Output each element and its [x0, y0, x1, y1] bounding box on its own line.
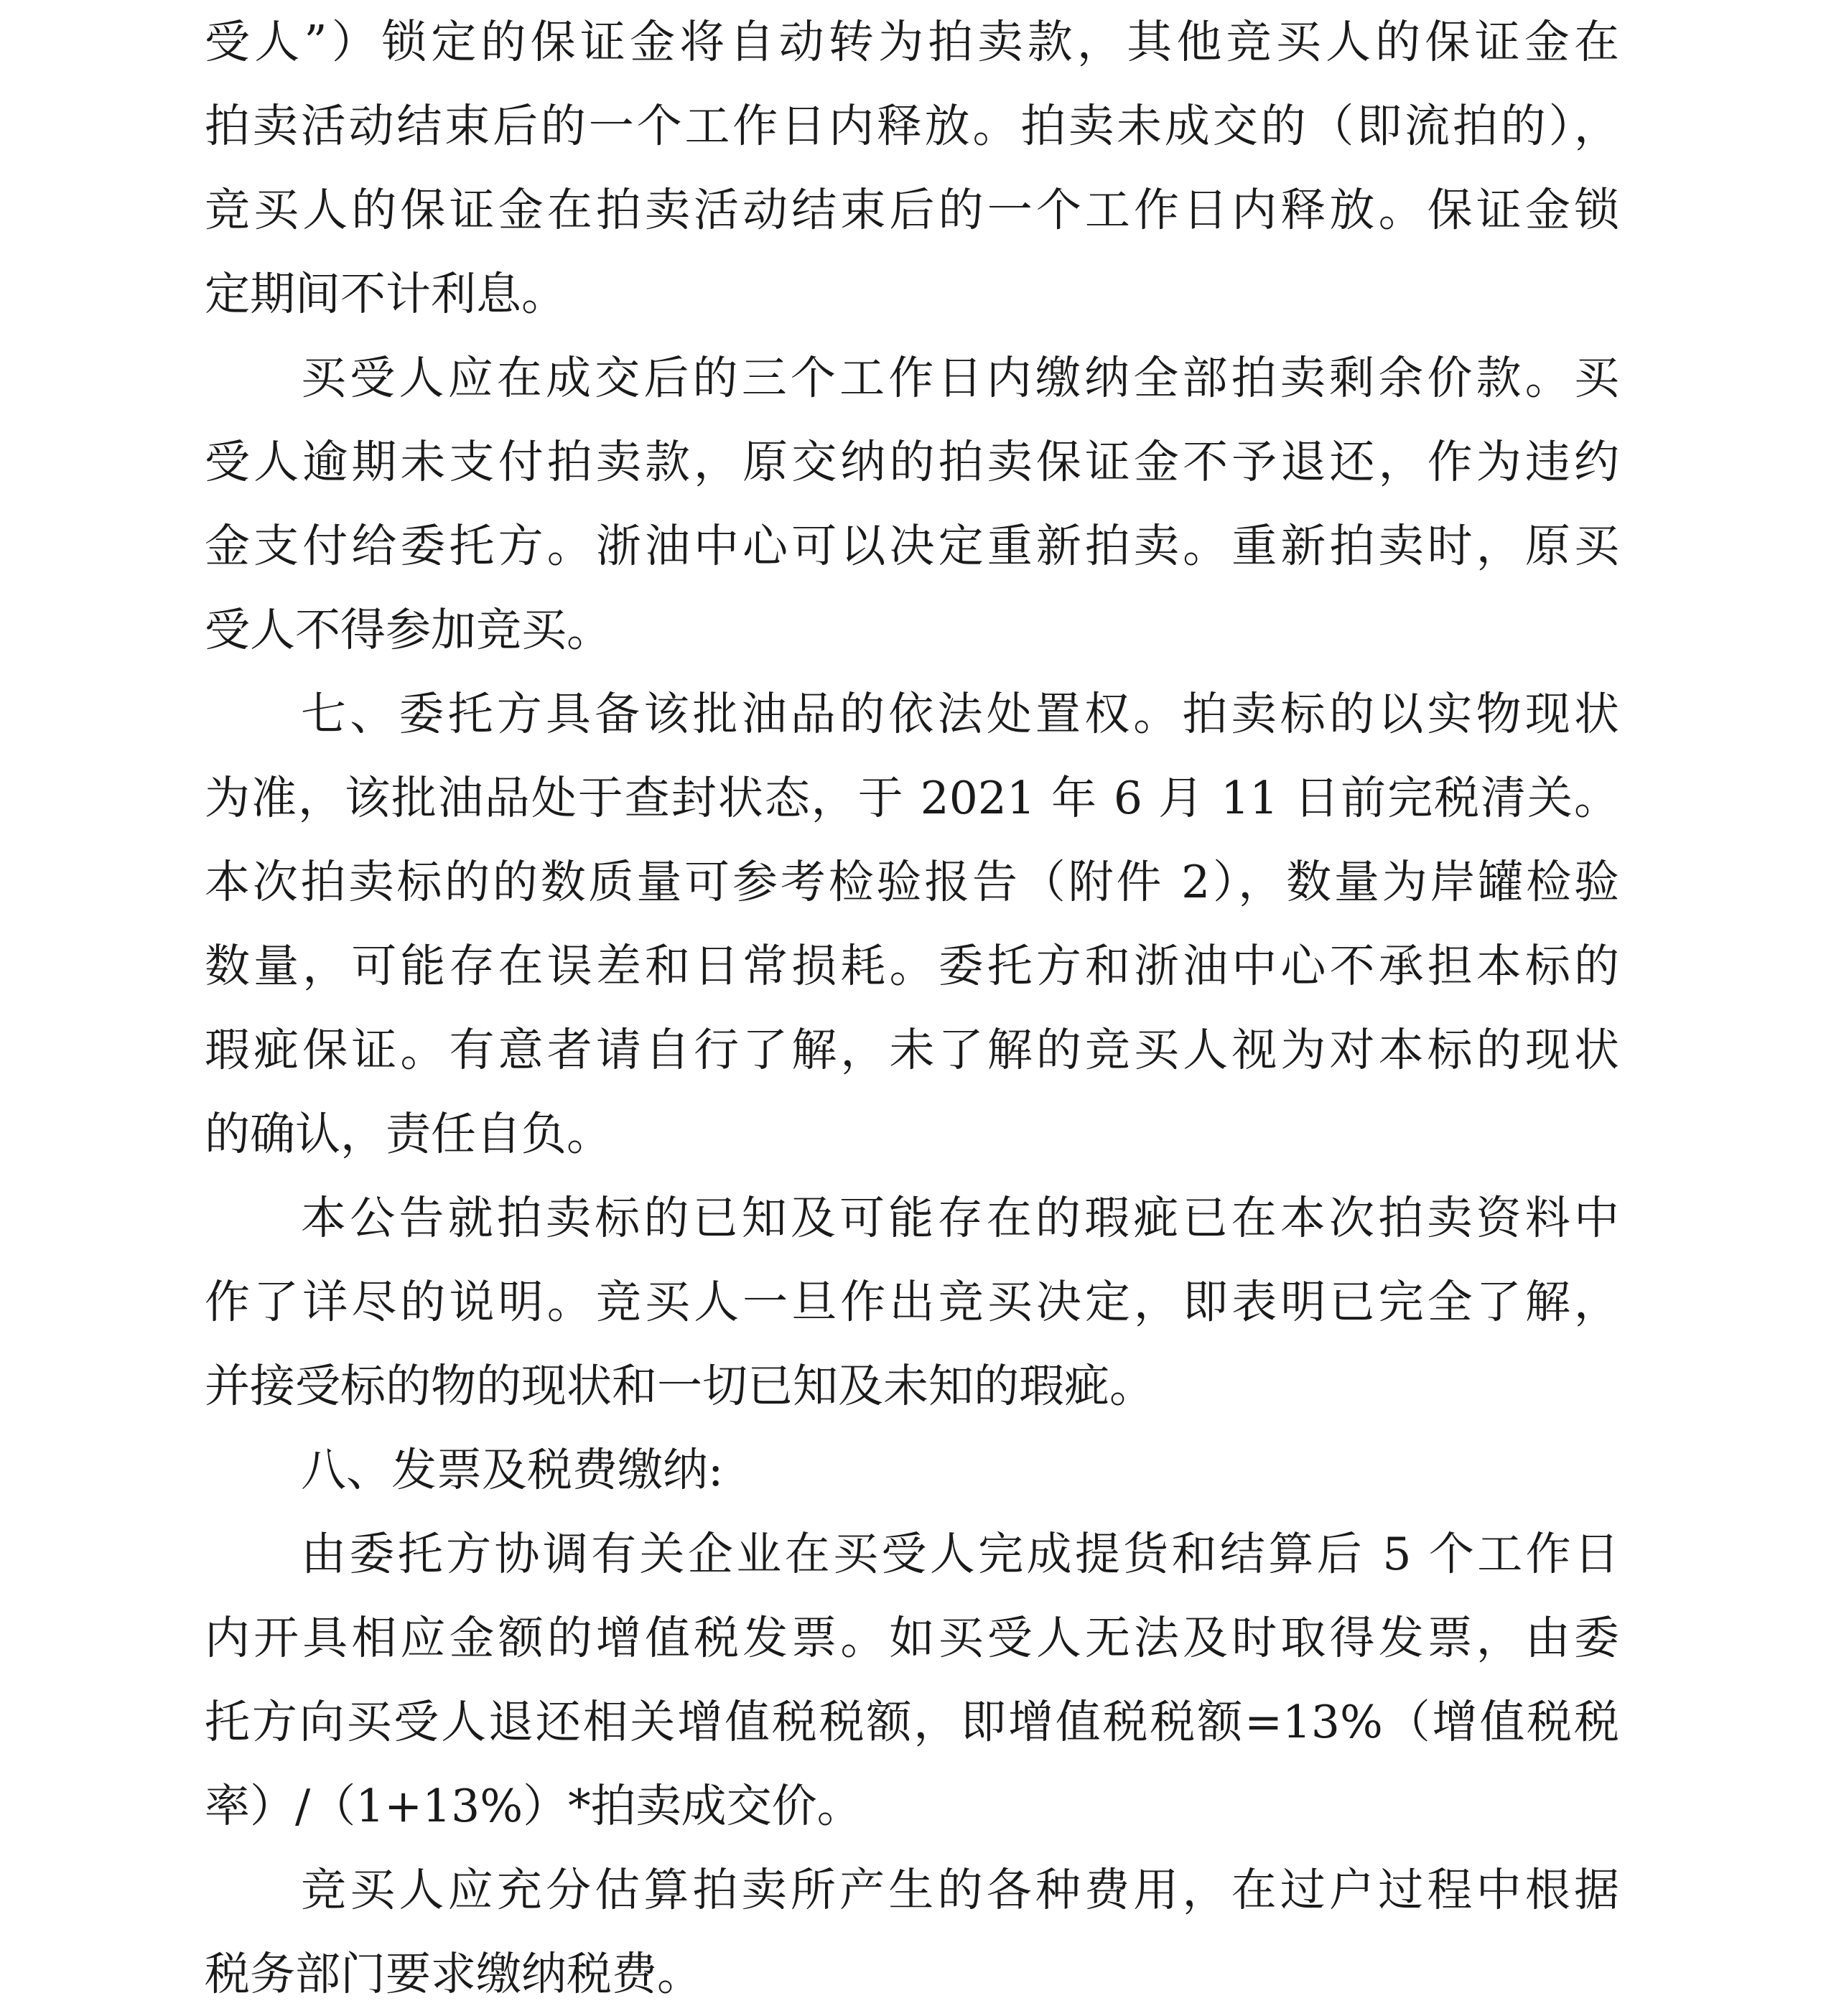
- paragraph-deposit-release: [205, 0, 1619, 336]
- section-eight-heading: [205, 1428, 1619, 1512]
- text-line: 竞买人的保证金在拍卖活动结束后的一个工作日内释放。保证金锁: [205, 184, 1619, 236]
- text-line: 本次拍卖标的的数质量可参考检验报告（附件 2），数量为岸罐检验: [205, 856, 1619, 908]
- text-line: 税务部门要求缴纳税费。: [205, 1948, 702, 2000]
- text-line: 并接受标的物的现状和一切已知及未知的瑕疵。: [205, 1360, 1155, 1412]
- text-line: 内开具相应金额的增值税发票。如买受人无法及时取得发票，由委: [205, 1612, 1619, 1664]
- text-line: 竞买人应充分估算拍卖所产生的各种费用，在过户过程中根据: [301, 1864, 1619, 1916]
- text-line: 本公告就拍卖标的已知及可能存在的瑕疵已在本次拍卖资料中: [301, 1192, 1619, 1244]
- text-line: 托方向买受人退还相关增值税税额，即增值税税额=13%（增值税税: [205, 1696, 1619, 1748]
- text-line: 受人不得参加竞买。: [205, 604, 612, 656]
- text-line: 数量，可能存在误差和日常损耗。委托方和浙油中心不承担本标的: [205, 940, 1619, 992]
- paragraph-defect-disclosure: [205, 1176, 1619, 1428]
- document-page: [205, 0, 1619, 2002]
- text-line: 的确认，责任自负。: [205, 1108, 612, 1160]
- text-line: 受人逾期未支付拍卖款，原交纳的拍卖保证金不予退还，作为违约: [205, 436, 1619, 488]
- text-line: 金支付给委托方。浙油中心可以决定重新拍卖。重新拍卖时，原买: [205, 520, 1619, 572]
- paragraph-buyer-payment: [205, 336, 1619, 672]
- text-line: 拍卖活动结束后的一个工作日内释放。拍卖未成交的（即流拍的），: [205, 100, 1619, 152]
- text-line: 定期间不计利息。: [205, 268, 567, 320]
- paragraph-tax-fees: [205, 1848, 1619, 2016]
- text-line: 为准，该批油品处于查封状态，于 2021 年 6 月 11 日前完税清关。: [205, 772, 1619, 824]
- section-heading-line: 八、发票及税费缴纳:: [301, 1444, 724, 1496]
- text-line: 买受人应在成交后的三个工作日内缴纳全部拍卖剩余价款。买: [301, 352, 1619, 404]
- text-line: 作了详尽的说明。竞买人一旦作出竞买决定，即表明已完全了解，: [205, 1276, 1619, 1328]
- text-line: 受人”）锁定的保证金将自动转为拍卖款，其他竞买人的保证金在: [205, 16, 1619, 68]
- paragraph-invoice: [205, 1512, 1619, 1848]
- text-line: 七、委托方具备该批油品的依法处置权。拍卖标的以实物现状: [301, 688, 1619, 740]
- text-line: 由委托方协调有关企业在买受人完成提货和结算后 5 个工作日: [301, 1528, 1619, 1580]
- text-line: 瑕疵保证。有意者请自行了解，未了解的竞买人视为对本标的现状: [205, 1024, 1619, 1076]
- paragraph-section-seven: [205, 672, 1619, 1176]
- text-line: 率）/（1+13%）*拍卖成交价。: [205, 1780, 862, 1832]
